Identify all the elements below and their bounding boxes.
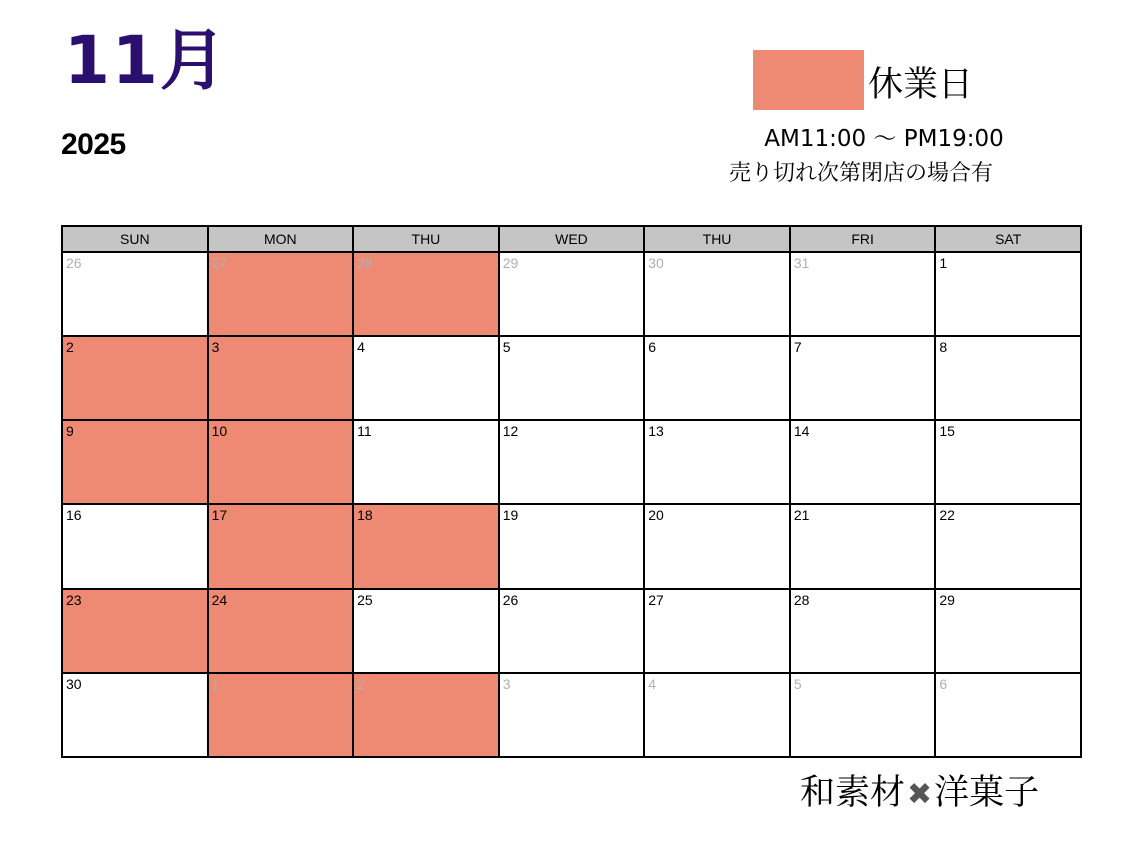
day-number: 4 bbox=[357, 339, 365, 356]
day-number: 10 bbox=[211, 423, 228, 440]
day-number: 26 bbox=[66, 255, 82, 271]
calendar-day-cell bbox=[499, 589, 645, 673]
cross-icon: ✖ bbox=[907, 777, 933, 812]
day-number: 27 bbox=[211, 255, 228, 271]
day-number: 13 bbox=[648, 423, 664, 440]
calendar-day-cell-closed bbox=[208, 504, 354, 588]
footer-brand bbox=[800, 773, 1040, 813]
calendar-day-cell bbox=[644, 420, 790, 504]
day-number: 6 bbox=[939, 675, 948, 692]
calendar-day-cell bbox=[935, 589, 1081, 673]
calendar-day-cell-closed bbox=[208, 673, 354, 757]
calendar-day-cell bbox=[353, 420, 499, 504]
calendar-day-cell bbox=[62, 673, 208, 757]
calendar-day-cell bbox=[499, 504, 645, 588]
day-number: 2 bbox=[66, 339, 74, 356]
day-number: 17 bbox=[211, 507, 228, 524]
weekday-header: SAT bbox=[935, 226, 1081, 252]
day-number: 14 bbox=[793, 423, 810, 440]
day-number: 28 bbox=[793, 591, 810, 608]
calendar-week-row bbox=[62, 504, 1081, 588]
day-number: 9 bbox=[66, 423, 74, 440]
calendar-day-cell-closed bbox=[208, 589, 354, 673]
weekday-header-row bbox=[62, 226, 1081, 252]
calendar-day-cell bbox=[935, 252, 1081, 336]
calendar-day-cell bbox=[644, 252, 790, 336]
calendar-day-cell-closed bbox=[62, 336, 208, 420]
day-number: 30 bbox=[648, 255, 664, 271]
year-label: 2025 bbox=[61, 128, 126, 161]
day-number: 26 bbox=[502, 591, 519, 608]
calendar-day-cell bbox=[499, 673, 645, 757]
day-number: 5 bbox=[793, 675, 802, 692]
calendar-day-cell bbox=[499, 336, 645, 420]
calendar-day-cell bbox=[790, 336, 936, 420]
day-number: 31 bbox=[793, 255, 810, 271]
day-number: 29 bbox=[502, 255, 519, 271]
day-number: 29 bbox=[939, 591, 955, 608]
weekday-header: WED bbox=[499, 226, 645, 252]
calendar-body bbox=[62, 252, 1081, 757]
calendar-day-cell-closed bbox=[353, 252, 499, 336]
day-number: 25 bbox=[357, 591, 373, 608]
weekday-header: MON bbox=[208, 226, 354, 252]
calendar-day-cell bbox=[790, 420, 936, 504]
day-number: 3 bbox=[211, 339, 220, 356]
day-number: 11 bbox=[357, 423, 372, 440]
calendar-day-cell bbox=[644, 673, 790, 757]
day-number: 15 bbox=[939, 423, 955, 440]
weekday-header: FRI bbox=[790, 226, 936, 252]
calendar-day-cell bbox=[499, 420, 645, 504]
day-number: 21 bbox=[793, 507, 810, 524]
calendar-week-row bbox=[62, 420, 1081, 504]
day-number: 30 bbox=[66, 675, 82, 692]
calendar-day-cell bbox=[790, 589, 936, 673]
day-number: 8 bbox=[939, 339, 948, 356]
day-number: 23 bbox=[66, 591, 82, 608]
calendar-day-cell bbox=[790, 504, 936, 588]
weekday-header: THU bbox=[353, 226, 499, 252]
calendar-day-cell-closed bbox=[62, 589, 208, 673]
calendar-day-cell-closed bbox=[353, 504, 499, 588]
footer-right-text: 洋菓子 bbox=[934, 773, 1040, 813]
day-number: 1 bbox=[939, 255, 948, 271]
calendar-day-cell bbox=[644, 336, 790, 420]
weekday-header: THU bbox=[644, 226, 790, 252]
calendar-day-cell bbox=[644, 589, 790, 673]
month-title: 11月 bbox=[64, 22, 228, 99]
calendar-day-cell bbox=[935, 504, 1081, 588]
calendar-day-cell bbox=[935, 420, 1081, 504]
day-number: 12 bbox=[502, 423, 519, 440]
day-number: 7 bbox=[793, 339, 802, 356]
day-number: 3 bbox=[502, 675, 511, 692]
day-number: 2 bbox=[357, 675, 365, 692]
day-number: 18 bbox=[357, 507, 373, 524]
day-number: 5 bbox=[502, 339, 511, 356]
calendar-week-row bbox=[62, 589, 1081, 673]
calendar-day-cell bbox=[62, 252, 208, 336]
sold-out-note: 売り切れ次第閉店の場合有 bbox=[729, 161, 994, 186]
business-hours: AM11:00 〜 PM19:00 bbox=[764, 126, 1004, 152]
day-number: 4 bbox=[648, 675, 657, 692]
calendar-day-cell bbox=[935, 336, 1081, 420]
calendar-day-cell bbox=[353, 336, 499, 420]
day-number: 16 bbox=[66, 507, 82, 524]
day-number: 27 bbox=[648, 591, 664, 608]
day-number: 24 bbox=[211, 591, 228, 608]
calendar-week-row bbox=[62, 673, 1081, 757]
calendar-day-cell bbox=[62, 504, 208, 588]
calendar-grid bbox=[61, 225, 1082, 758]
calendar-day-cell-closed bbox=[208, 420, 354, 504]
calendar-day-cell-closed bbox=[353, 673, 499, 757]
calendar-day-cell-closed bbox=[62, 420, 208, 504]
calendar-week-row bbox=[62, 336, 1081, 420]
day-number: 20 bbox=[648, 507, 664, 524]
day-number: 28 bbox=[357, 255, 373, 271]
day-number: 22 bbox=[939, 507, 955, 524]
weekday-header: SUN bbox=[62, 226, 208, 252]
day-number: 6 bbox=[648, 339, 657, 356]
calendar-day-cell bbox=[353, 589, 499, 673]
footer-left-text: 和素材 bbox=[800, 773, 906, 813]
closed-day-legend-label: 休業日 bbox=[868, 65, 974, 105]
calendar-day-cell bbox=[790, 252, 936, 336]
closed-day-legend-swatch bbox=[753, 50, 864, 110]
day-number: 19 bbox=[502, 507, 519, 524]
calendar-day-cell bbox=[644, 504, 790, 588]
calendar-week-row bbox=[62, 252, 1081, 336]
day-number: 1 bbox=[211, 675, 220, 692]
calendar-day-cell bbox=[935, 673, 1081, 757]
calendar-day-cell-closed bbox=[208, 336, 354, 420]
calendar-day-cell-closed bbox=[208, 252, 354, 336]
calendar-day-cell bbox=[499, 252, 645, 336]
calendar-day-cell bbox=[790, 673, 936, 757]
